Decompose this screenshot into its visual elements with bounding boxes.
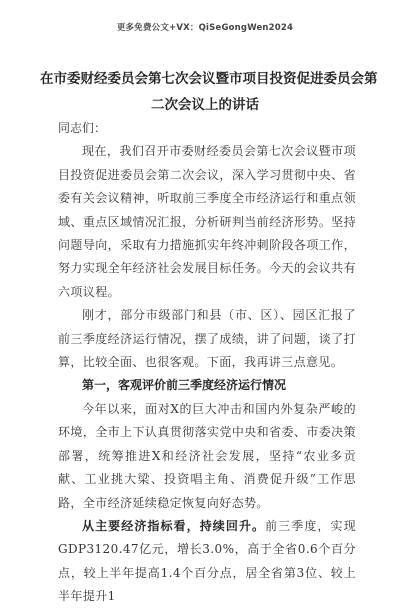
document-body: [58, 117, 356, 609]
paragraph-rest: 前三季度，实现GDP3120.47亿元，增长3.0%，高于全省0.6个百分点，较上半年提高1.4个百分点，居全省第3位、较上半年提升1: [58, 518, 356, 604]
document-title: [40, 66, 378, 118]
document-title-line-2: 二次会议上的讲话: [151, 97, 259, 113]
salutation: 同志们：: [58, 121, 107, 135]
header-note: 更多免费公文+VX：QiSeGongWen2024: [116, 23, 294, 33]
paragraph-lead: 从主要经济指标看，持续回升。: [82, 518, 266, 533]
paragraph-key-indicators: [58, 515, 356, 609]
paragraph-summary: 刚才，部分市级部门和县（市、区）、园区汇报了前三季度经济运行情况，摆了成绩，讲了问题，谈了打算，比较全面、也很客观。下面，我再讲三点意见。: [58, 308, 356, 370]
document-title-line-1: 在市委财经委员会第七次会议暨市项目投资促进委员会第: [40, 71, 378, 87]
paragraph-economic-review: 今年以来，面对X的巨大冲击和国内外复杂严峻的环境，全市上下认真贯彻落实党中央和省委、市委决策部署，统筹推进X和经济社会发展，坚持“农业多贡献、工业挑大梁、投资唱主角、消费促升级”工作思路，全市经济延续稳定恢复向好态势。: [58, 401, 356, 510]
section-heading: 第一，客观评价前三季度经济运行情况: [82, 378, 287, 393]
paragraph-opening: 现在，我们召开市委财经委员会第七次会议暨市项目投资促进委员会第二次会议，深入学习贯彻中央、省委有关会议精神，听取前三季度全市经济运行和重点领域、重点区域情况汇报，分析研判当前经济形势。坚持问题导向，采取有力措施抓实年终冲刺阶段各项工作，努力实现全年经济社会发展目标任务。今天的会议共有六项议程。: [58, 144, 356, 299]
